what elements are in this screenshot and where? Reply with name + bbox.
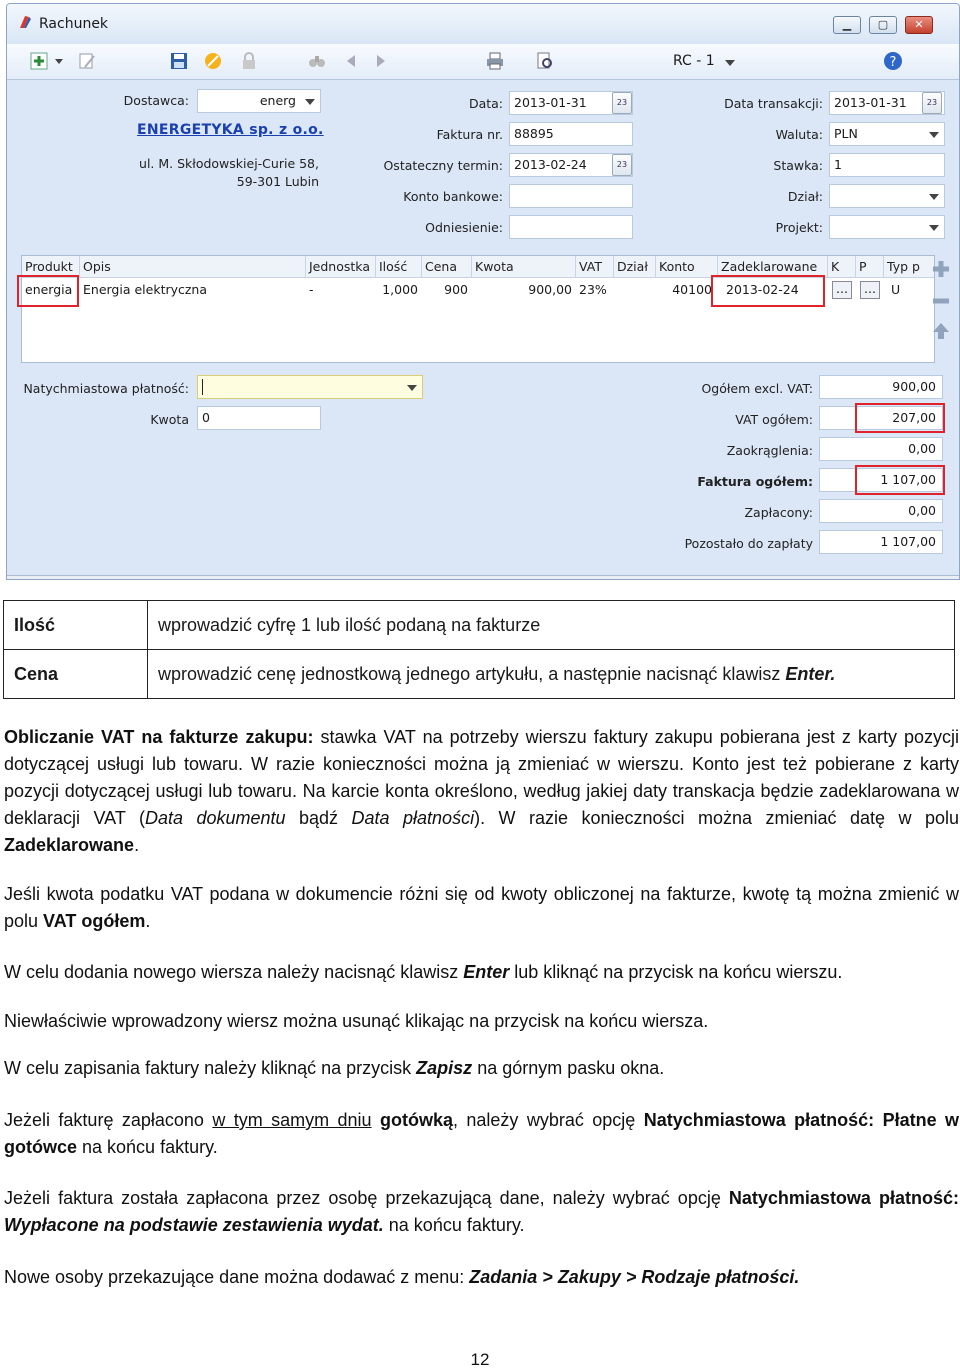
cell-price[interactable]: 900 bbox=[444, 282, 468, 297]
supplier-address-line1: ul. M. Skłodowskiej-Curie 58, bbox=[139, 156, 319, 171]
invoice-total-label: Faktura ogółem: bbox=[697, 474, 813, 489]
para-text: Jeżeli fakturę zapłacono bbox=[4, 1110, 213, 1130]
supplier-address-line2: 59-301 Lubin bbox=[236, 174, 319, 189]
due-date-value: 2013-02-24 bbox=[514, 157, 587, 172]
move-up-arrow-icon[interactable] bbox=[931, 321, 951, 341]
para-bold: Zadeklarowane bbox=[4, 835, 135, 855]
para-text: , należy wybrać opcję bbox=[453, 1110, 644, 1130]
para-text: bądź bbox=[285, 808, 352, 828]
paragraph-delete-row: Niewłaściwie wprowadzony wiersz można usunąć klikając na przycisk na końcu wiersza. bbox=[4, 1011, 709, 1031]
para-text bbox=[372, 1110, 380, 1130]
highlight-invoice-total bbox=[855, 465, 945, 495]
para-bold: Natychmiastowa płatność: Płatne w gotówce bbox=[4, 1110, 959, 1157]
transaction-date-value: 2013-01-31 bbox=[834, 95, 907, 110]
rounding-label: Zaokrąglenia: bbox=[726, 443, 813, 458]
lock-icon[interactable] bbox=[239, 51, 259, 71]
paid-label: Zapłacony: bbox=[744, 505, 813, 520]
cell-quantity[interactable]: 1,000 bbox=[382, 282, 418, 297]
para-text: Jeżeli faktura została zapłacona przez osobę przekazującą dane, należy wybrać opcję bbox=[4, 1188, 729, 1208]
department-label: Dział: bbox=[787, 189, 823, 204]
svg-text:?: ? bbox=[889, 55, 897, 70]
due-date-label: Ostateczny termin: bbox=[383, 158, 503, 173]
remaining-label: Pozostało do zapłaty bbox=[684, 536, 813, 551]
para-text: . bbox=[145, 911, 151, 931]
date-calendar-icon[interactable]: 23 bbox=[612, 92, 632, 114]
para-text: . bbox=[134, 835, 140, 855]
col-header-p[interactable]: P bbox=[856, 256, 884, 278]
para-underline: w tym samym dniu bbox=[212, 1110, 372, 1130]
col-header-account[interactable]: Konto bbox=[656, 256, 718, 278]
para-italic: Data dokumentu bbox=[144, 808, 286, 828]
reference-field[interactable] bbox=[509, 215, 633, 239]
field-description-table bbox=[3, 600, 955, 699]
paragraph-new-persons bbox=[4, 1264, 959, 1291]
para-bold-italic: Zapisz bbox=[416, 1058, 473, 1078]
supplier-dropdown-icon[interactable] bbox=[305, 99, 315, 105]
para-text: ). W razie konieczności można zmieniać datę w polu bbox=[474, 808, 959, 828]
toolbar bbox=[7, 44, 959, 80]
chevron-down-icon[interactable] bbox=[55, 59, 63, 64]
edit-icon[interactable] bbox=[77, 51, 97, 71]
paid-value[interactable]: 0,00 bbox=[819, 499, 943, 523]
window-title: Rachunek bbox=[39, 16, 109, 32]
net-total-label: Ogółem excl. VAT: bbox=[701, 381, 813, 396]
para-text: Jeśli kwota podatku VAT podana w dokumencie różni się od kwoty obliczonej na fakturze, kwotę tą można zmienić w polu bbox=[4, 884, 959, 931]
paragraph-vat-change bbox=[4, 881, 959, 935]
currency-field[interactable] bbox=[829, 122, 945, 146]
supplier-label: Dostawca: bbox=[123, 93, 189, 108]
rc-selector[interactable]: RC - 1 bbox=[673, 53, 715, 69]
immediate-payment-label: Natychmiastowa płatność: bbox=[23, 381, 189, 396]
currency-dropdown-icon[interactable] bbox=[929, 132, 939, 138]
table-value: wprowadzić cyfrę 1 lub ilość podaną na fakturze bbox=[148, 601, 955, 650]
para-text: stawka VAT na potrzeby wierszu faktury zakupu pobierana jest z karty pozycji dotyczącej usługi lub towaru. W razie konieczności można ją zmieniać w wierszu. Konto jest też pobierane z karty pozycji dotyczącej usługi lub towaru. Na karcie konta określono, według jakiej daty transkacja będzie zadeklarowana w deklaracji VAT ( bbox=[4, 727, 959, 828]
rounding-value[interactable]: 0,00 bbox=[819, 437, 943, 461]
col-header-vat[interactable]: VAT bbox=[576, 256, 614, 278]
supplier-name-link[interactable]: ENERGETYKA sp. z o.o. bbox=[137, 122, 324, 138]
table-key: Cena bbox=[4, 650, 148, 699]
supplier-field[interactable] bbox=[197, 89, 321, 113]
project-label: Projekt: bbox=[775, 220, 823, 235]
para-text: W celu dodania nowego wiersza należy nacisnąć klawisz bbox=[4, 962, 464, 982]
add-row-icon[interactable] bbox=[29, 51, 49, 71]
bank-account-field[interactable] bbox=[509, 184, 633, 208]
rate-field[interactable] bbox=[829, 153, 945, 177]
cell-product[interactable]: energia bbox=[25, 282, 73, 297]
table-value-emphasis: Enter. bbox=[785, 663, 836, 684]
cell-unit[interactable]: - bbox=[309, 282, 314, 297]
amount-label: Kwota bbox=[150, 412, 189, 427]
col-header-unit[interactable]: Jednostka bbox=[306, 256, 376, 278]
para-text: na górnym pasku okna. bbox=[472, 1058, 665, 1078]
rc-chevron-down-icon[interactable] bbox=[725, 60, 735, 66]
table-value bbox=[148, 650, 955, 699]
col-header-payment-type[interactable]: Typ p bbox=[887, 259, 920, 274]
col-header-price[interactable]: Cena bbox=[422, 256, 472, 278]
paragraph-cash-payment bbox=[4, 1107, 959, 1161]
cell-department[interactable] bbox=[614, 279, 656, 301]
table-key: Ilość bbox=[4, 601, 148, 650]
amount-field[interactable] bbox=[197, 406, 321, 430]
amount-value: 0 bbox=[202, 410, 210, 425]
cancel-icon[interactable] bbox=[203, 51, 223, 71]
binoculars-icon[interactable] bbox=[307, 51, 327, 71]
cell-account[interactable]: 40100 bbox=[672, 282, 712, 297]
date-label: Data: bbox=[468, 96, 503, 111]
transaction-date-calendar-icon[interactable]: 23 bbox=[922, 92, 942, 114]
invoice-form bbox=[7, 81, 959, 580]
para-bold: VAT ogółem bbox=[43, 911, 146, 931]
invoice-window bbox=[6, 3, 960, 580]
col-header-description[interactable]: Opis bbox=[80, 256, 306, 278]
para-text: na końcu faktury. bbox=[383, 1215, 525, 1235]
para-bold: Natychmiastowa płatność: bbox=[728, 1188, 959, 1208]
k-lookup-button[interactable]: ... bbox=[832, 281, 852, 299]
immediate-payment-dropdown-icon[interactable] bbox=[407, 385, 417, 391]
paragraph-vat-calculation bbox=[4, 724, 959, 859]
para-bold: gotówką bbox=[379, 1110, 453, 1130]
minimize-button[interactable]: ▁ bbox=[833, 16, 861, 34]
invoice-no-field[interactable] bbox=[509, 122, 633, 146]
title-bar bbox=[7, 4, 959, 44]
invoice-no-label: Faktura nr. bbox=[436, 127, 503, 142]
cell-declared[interactable]: 2013-02-24 bbox=[726, 282, 799, 297]
para-text: na końcu faktury. bbox=[77, 1137, 218, 1157]
rate-label: Stawka: bbox=[773, 158, 823, 173]
page-number: 12 bbox=[470, 1350, 490, 1369]
para-bold-italic: Wypłacone na podstawie zestawienia wydat. bbox=[4, 1215, 384, 1235]
col-header-department[interactable]: Dział bbox=[614, 256, 656, 278]
cell-payment-type[interactable]: U bbox=[891, 282, 901, 297]
due-date-calendar-icon[interactable]: 23 bbox=[612, 154, 632, 176]
para-bold-italic: Zadania > Zakupy > Rodzaje płatności. bbox=[469, 1267, 800, 1287]
delete-row-minus-icon[interactable] bbox=[931, 291, 951, 311]
highlight-vat-total bbox=[855, 403, 945, 433]
project-field[interactable] bbox=[829, 215, 945, 239]
col-header-amount[interactable]: Kwota bbox=[472, 256, 576, 278]
invoice-total-value[interactable]: 1 107,00 bbox=[819, 468, 943, 492]
cell-description[interactable]: Energia elektryczna bbox=[83, 282, 208, 297]
para-text: Nowe osoby przekazujące dane można dodawać z menu: bbox=[4, 1267, 470, 1287]
para-text: lub kliknąć na przycisk na końcu wierszu. bbox=[509, 962, 843, 982]
col-header-quantity[interactable]: Ilość bbox=[376, 256, 422, 278]
date-value: 2013-01-31 bbox=[514, 95, 587, 110]
net-total-value[interactable]: 900,00 bbox=[819, 375, 943, 399]
vat-total-value[interactable]: 207,00 bbox=[819, 406, 943, 430]
vat-total-label: VAT ogółem: bbox=[735, 412, 813, 427]
transaction-date-label: Data transakcji: bbox=[724, 96, 823, 111]
table-row bbox=[4, 601, 955, 650]
col-header-declared[interactable]: Zadeklarowane bbox=[718, 256, 828, 278]
paragraph-add-row bbox=[4, 959, 959, 986]
maximize-button[interactable]: ▢ bbox=[869, 16, 897, 34]
text-cursor bbox=[202, 379, 203, 395]
department-dropdown-icon[interactable] bbox=[929, 194, 939, 200]
preview-icon[interactable] bbox=[535, 51, 555, 71]
paragraph-save bbox=[4, 1055, 959, 1082]
paragraph-intermediary-payment bbox=[4, 1185, 959, 1239]
immediate-payment-field[interactable] bbox=[197, 375, 423, 399]
p-lookup-button[interactable]: ... bbox=[860, 281, 880, 299]
reference-label: Odniesienie: bbox=[425, 220, 503, 235]
supplier-value: energ bbox=[259, 93, 296, 108]
department-field[interactable] bbox=[829, 184, 945, 208]
bank-account-label: Konto bankowe: bbox=[403, 189, 503, 204]
app-logo-icon bbox=[17, 14, 33, 30]
save-icon[interactable] bbox=[169, 51, 189, 71]
highlight-product bbox=[17, 275, 79, 307]
help-icon[interactable] bbox=[883, 51, 903, 71]
currency-label: Waluta: bbox=[775, 127, 823, 142]
para-bold: Obliczanie VAT na fakturze zakupu: bbox=[4, 727, 314, 747]
currency-value: PLN bbox=[834, 126, 858, 141]
para-italic: Data płatności bbox=[351, 808, 475, 828]
status-strip bbox=[7, 575, 960, 580]
add-row-plus-icon[interactable] bbox=[931, 259, 951, 279]
prev-icon[interactable] bbox=[341, 51, 361, 71]
cell-amount[interactable]: 900,00 bbox=[528, 282, 572, 297]
col-header-k[interactable]: K bbox=[828, 256, 856, 278]
highlight-declared bbox=[711, 275, 825, 307]
project-dropdown-icon[interactable] bbox=[929, 225, 939, 231]
close-button[interactable]: ✕ bbox=[905, 16, 933, 34]
table-row bbox=[4, 650, 955, 699]
invoice-rows-grid bbox=[21, 255, 935, 363]
print-icon[interactable] bbox=[485, 51, 505, 71]
para-text: W celu zapisania faktury należy kliknąć na przycisk bbox=[4, 1058, 417, 1078]
cell-vat[interactable]: 23% bbox=[579, 282, 607, 297]
para-bold-italic: Enter bbox=[463, 962, 510, 982]
invoice-no-value: 88895 bbox=[514, 126, 554, 141]
remaining-value[interactable]: 1 107,00 bbox=[819, 530, 943, 554]
rate-value: 1 bbox=[834, 157, 842, 172]
table-value-text: wprowadzić cenę jednostkową jednego artykułu, a następnie nacisnąć klawisz bbox=[158, 663, 786, 684]
next-icon[interactable] bbox=[371, 51, 391, 71]
col-header-product[interactable]: Produkt bbox=[22, 256, 80, 278]
